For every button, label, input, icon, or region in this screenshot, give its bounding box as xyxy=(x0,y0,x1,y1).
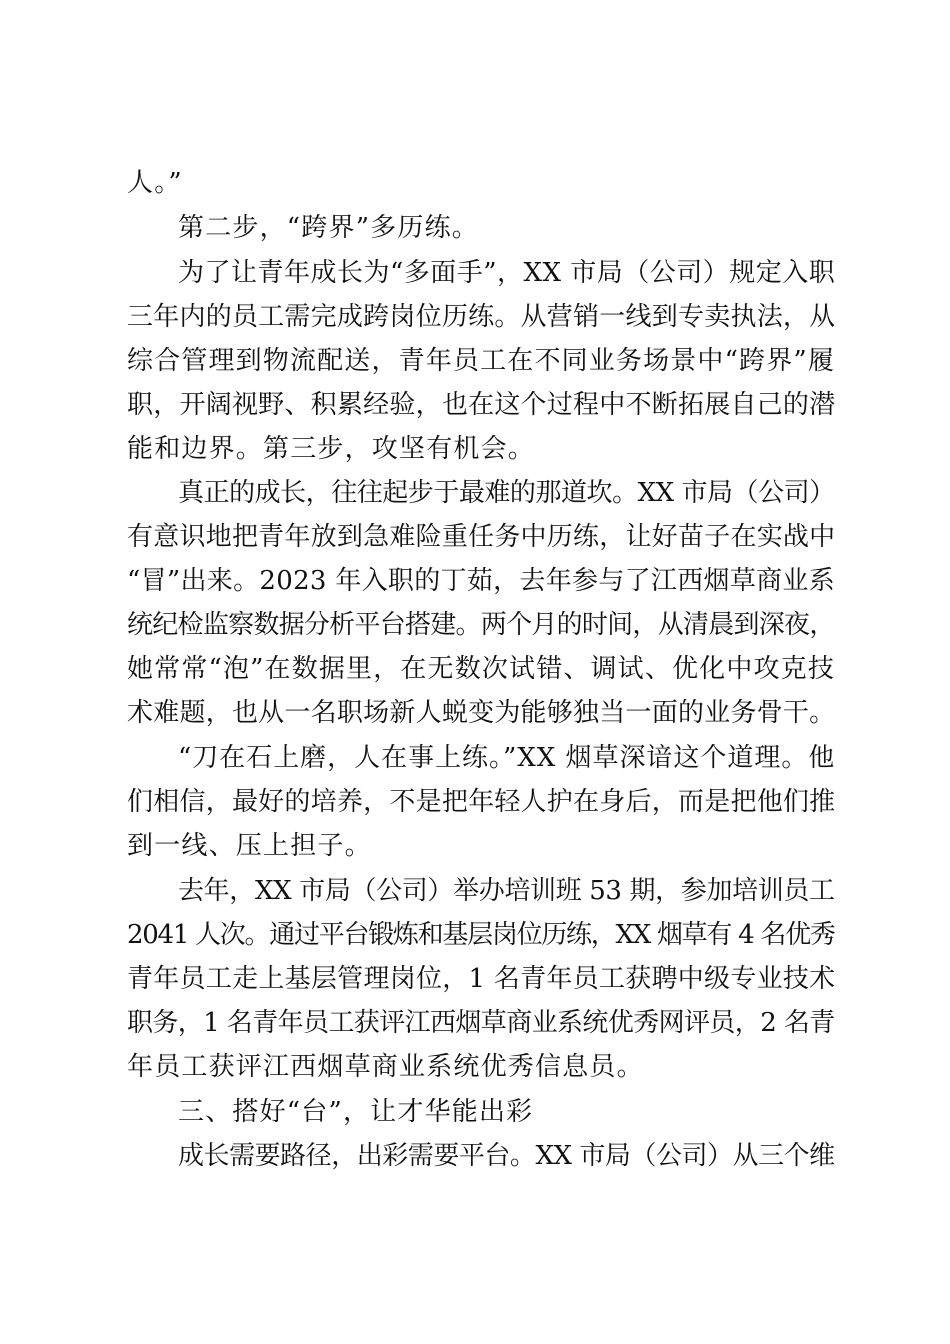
text-line: 她常常“泡”在数据里，在无数次试错、调试、优化中攻克技 xyxy=(127,654,835,684)
text-line: 职务，1 名青年员工获评江西烟草商业系统优秀网评员，2 名青 xyxy=(127,1008,835,1038)
text-line: “冒”出来。2023 年入职的丁茹，去年参与了江西烟草商业系 xyxy=(127,566,836,596)
text-line: 去年，XX 市局（公司）举办培训班 53 期，参加培训员工 xyxy=(178,876,835,906)
text-line: 2041 人次。通过平台锻炼和基层岗位历练，XX 烟草有 4 名优秀 xyxy=(127,920,835,950)
text-line: 能和边界。第三步，攻坚有机会。 xyxy=(127,434,536,464)
text-line: 成长需要路径，出彩需要平台。XX 市局（公司）从三个维 xyxy=(178,1141,835,1171)
text-line: 人。” xyxy=(127,168,183,198)
text-line: 统纪检监察数据分析平台搭建。两个月的时间，从清晨到深夜， xyxy=(127,610,835,640)
text-line: 职，开阔视野、积累经验，也在这个过程中不断拓展自己的潜 xyxy=(127,390,836,420)
text-line: 到一线、压上担子。 xyxy=(127,831,372,861)
text-line: 三年内的员工需完成跨岗位历练。从营销一线到专卖执法，从 xyxy=(127,302,836,332)
text-line: 年员工获评江西烟草商业系统优秀信息员。 xyxy=(127,1052,644,1082)
text-line: 青年员工走上基层管理岗位，1 名青年员工获聘中级专业技术 xyxy=(127,964,836,994)
section-step-heading: 第二步，“跨界”多历练。 xyxy=(178,213,479,243)
text-line: 术难题，也从一名职场新人蜕变为能够独当一面的业务骨干。 xyxy=(127,698,836,728)
text-line: “刀在石上磨，人在事上练。”XX 烟草深谙这个道理。他 xyxy=(178,743,836,773)
text-line: 们相信，最好的培养，不是把年轻人护在身后，而是把他们推 xyxy=(127,787,836,817)
text-line: 为了让青年成长为“多面手”，XX 市局（公司）规定入职 xyxy=(178,258,836,288)
section-heading: 三、搭好“台”，让才华能出彩 xyxy=(178,1097,534,1127)
text-line: 综合管理到物流配送，青年员工在不同业务场景中“跨界”履 xyxy=(127,346,835,376)
text-line: 真正的成长，往往起步于最难的那道坎。XX 市局（公司） xyxy=(178,478,835,508)
text-line: 有意识地把青年放到急难险重任务中历练，让好苗子在实战中 xyxy=(127,522,836,552)
